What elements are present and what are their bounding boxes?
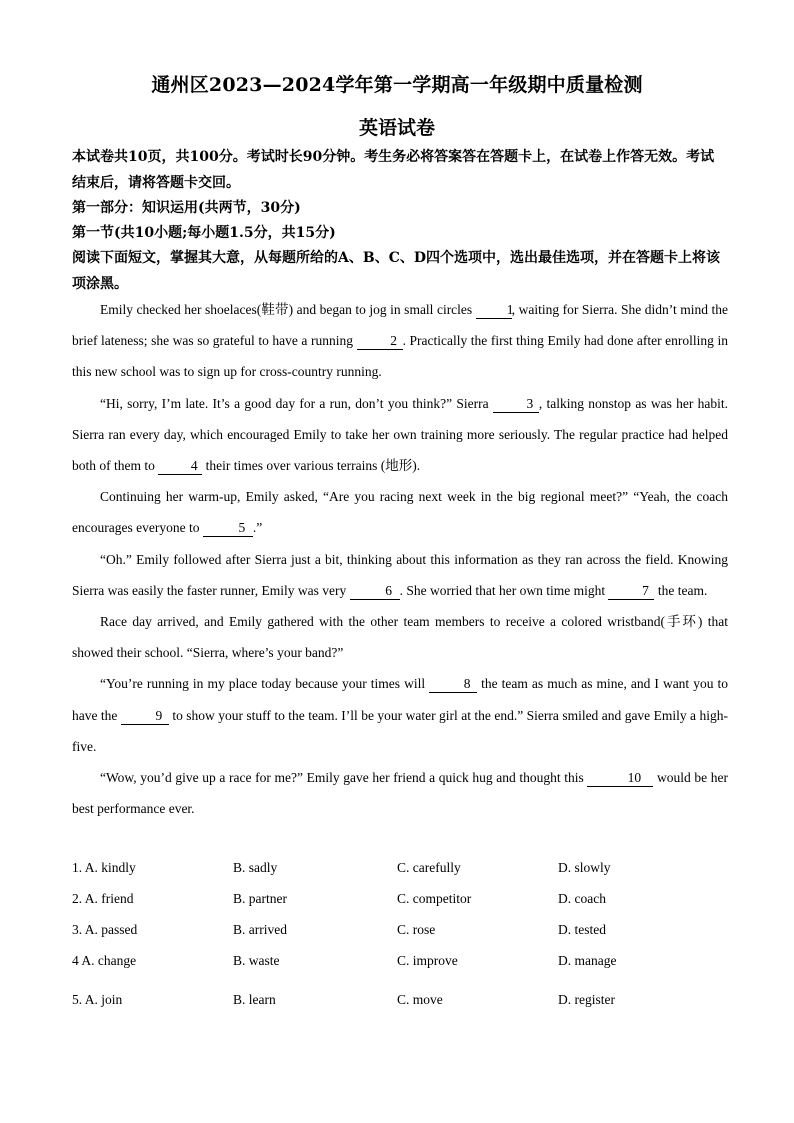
option-b[interactable]: B. waste [233,953,280,968]
option-c[interactable]: C. improve [397,953,458,968]
blank-9: 9 [121,708,169,725]
option-d[interactable]: D. manage [558,953,617,968]
option-d[interactable]: D. tested [558,922,606,937]
option-b[interactable]: B. arrived [233,922,287,937]
blank-1: 1 [476,302,512,319]
paragraph: Emily checked her shoelaces(鞋带) and began to jog in small circles 1, waiting for Sierra. She didn’t mind the brief lateness; she was so grateful to have a running 2 . Practically the first thing Emily had done after enrolling in this new school was to sign up for cross-country running. [72,302,728,380]
blank-4: 4 [158,458,202,475]
option-c[interactable]: C. move [397,992,443,1007]
paragraph: Continuing her warm-up, Emily asked, “Are you racing next week in the big regional meet?” “Yeah, the coach encourages everyone to 5 .” [72,489,728,536]
paragraph: “You’re running in my place today because your times will 8 the team as much as mine, and I want you to have the 9 to show your stuff to the team. I’ll be your water girl at the end.” Sierra smiled and gave Emily a high-five. [72,676,728,754]
blank-3: 3 [493,396,539,413]
option-b[interactable]: B. partner [233,891,287,906]
paragraph: Race day arrived, and Emily gathered with the other team members to receive a colored wristband(手环) that showed their school. “Sierra, where’s your band?” [72,614,728,661]
option-c[interactable]: C. competitor [397,891,472,906]
blank-7: 7 [608,583,654,600]
option-d[interactable]: D. slowly [558,860,611,875]
option-d[interactable]: D. coach [558,891,606,906]
option-c[interactable]: C. rose [397,922,436,937]
option-a[interactable]: 3. A. passed [72,922,138,937]
blank-8: 8 [429,676,477,693]
answer-options [72,854,732,1020]
cloze-passage [72,294,728,824]
section-heading: 第一节(共10小题;每小题1.5分，共15分) [72,225,336,241]
paragraph: “Hi, sorry, I’m late. It’s a good day for a run, don’t you think?” Sierra 3 , talking nonstop as was her habit. Sierra ran every day, which encouraged Emily to take her own training more seriously. The regular practice had helped both of them to 4 their times over various terrains (地形). [72,395,728,474]
option-d[interactable]: D. register [558,992,615,1007]
exam-instructions: 本试卷共10页，共100分。考试时长90分钟。考生务必将答案答在答题卡上，在试卷上作答无效。考试结束后，请将答题卡交回。 [72,149,715,191]
option-a[interactable]: 1. A. kindly [72,860,136,875]
exam-title: 通州区2023—2024学年第一学期高一年级期中质量检测 [151,74,643,96]
part-heading: 第一部分：知识运用(共两节，30分) [72,200,301,216]
blank-2: 2 [357,333,403,350]
paragraph: “Oh.” Emily followed after Sierra just a bit, thinking about this information as they ran across the field. Knowing Sierra was easily the faster runner, Emily was very 6 . She worried that her own time might 7 the team. [72,551,728,598]
blank-10: 10 [587,770,653,787]
blank-5: 5 [203,520,253,537]
exam-subject: 英语试卷 [358,117,435,139]
option-row [72,854,732,885]
option-a[interactable]: 5. A. join [72,992,123,1007]
option-a[interactable]: 2. A. friend [72,891,134,906]
paragraph: “Wow, you’d give up a race for me?” Emily gave her friend a quick hug and thought this 10 would be her best performance ever. [72,770,728,817]
option-a[interactable]: 4 A. change [72,953,137,968]
option-b[interactable]: B. sadly [233,860,278,875]
option-c[interactable]: C. carefully [397,860,461,875]
option-b[interactable]: B. learn [233,992,276,1007]
blank-6: 6 [350,583,400,600]
option-row [72,947,732,978]
option-row [72,885,732,916]
option-row [72,978,732,1020]
option-row [72,916,732,947]
reading-directions: 阅读下面短文，掌握其大意，从每题所给的A、B、C、D四个选项中，选出最佳选项，并在答题卡上将该项涂黑。 [72,250,720,292]
